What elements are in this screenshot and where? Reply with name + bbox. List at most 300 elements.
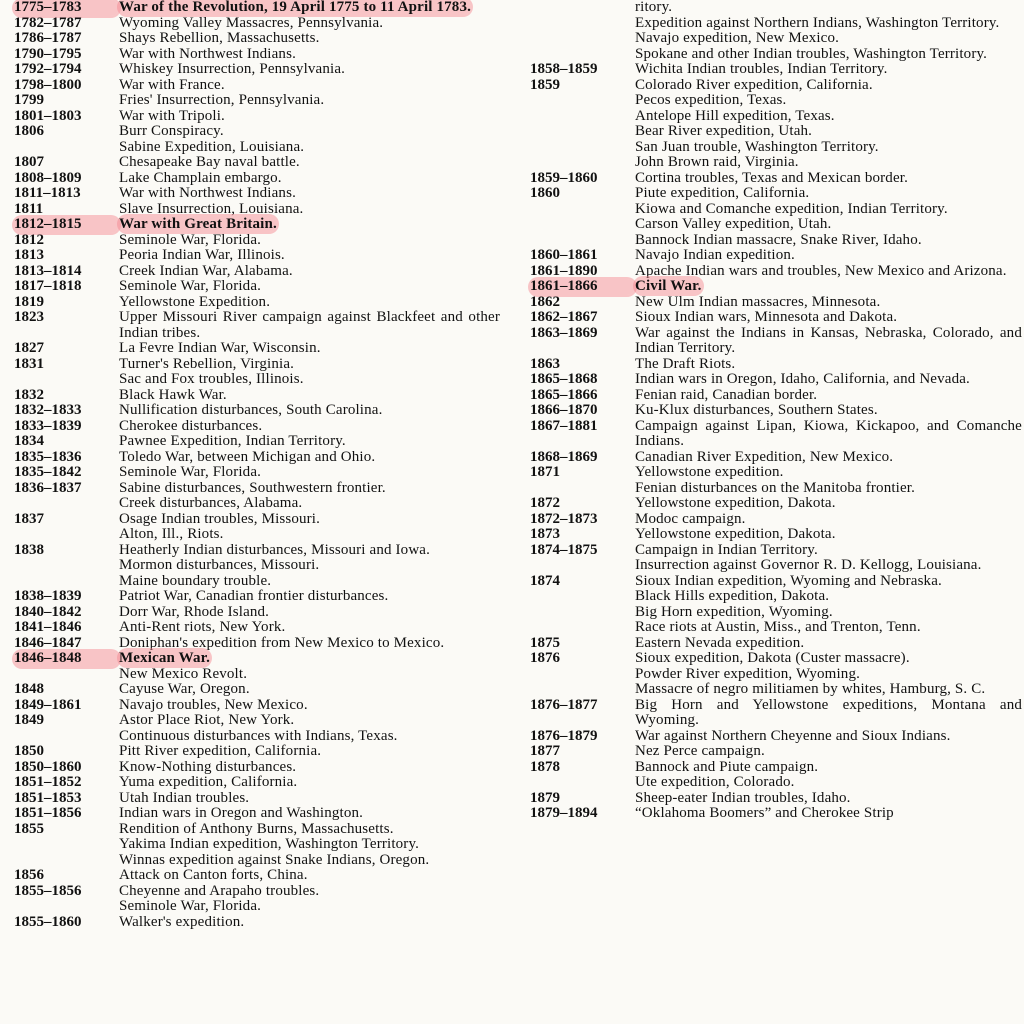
entry-date: 1849–1861 [14, 696, 82, 713]
entry-description: Big Horn expedition, Wyoming. [635, 603, 833, 620]
entry-description: Whiskey Insurrection, Pennsylvania. [119, 61, 346, 77]
entry-date: 1873 [530, 526, 560, 542]
entry-description: Maine boundary trouble. [119, 572, 272, 589]
entry-date: 1819 [14, 293, 44, 310]
entry-description: Seminole War, Florida. [119, 898, 262, 914]
entry-description [119, 651, 500, 667]
chronology-entry [530, 791, 1022, 807]
entry-description: Sioux expedition, Dakota (Custer massacre). [635, 650, 910, 666]
entry-date: 1790–1795 [14, 45, 82, 62]
entry-description: Bear River expedition, Utah. [635, 123, 813, 139]
chronology-entry [14, 450, 500, 466]
entry-description: Seminole War, Florida. [119, 231, 262, 248]
entry-description: Pawnee Expedition, Indian Territory. [119, 433, 346, 449]
entry-description: Burr Conspiracy. [119, 123, 224, 139]
entry-date: 1812–1815 [14, 217, 119, 233]
entry-description: The Draft Riots. [635, 355, 736, 372]
entry-date: 1798–1800 [14, 76, 82, 93]
entry-date [530, 558, 635, 574]
chronology-entry [530, 171, 1022, 187]
chronology-entry [530, 636, 1022, 652]
entry-description: Carson Valley expedition, Utah. [635, 216, 832, 232]
entry-description: Sabine Expedition, Louisiana. [119, 138, 305, 155]
entry-date: 1851–1852 [14, 774, 82, 790]
highlight-mark: Mexican War. [119, 650, 210, 666]
entry-date: 1841–1846 [14, 619, 82, 635]
entry-date: 1850–1860 [14, 758, 82, 775]
entry-date: 1831 [14, 355, 44, 372]
chronology-entry [14, 713, 500, 729]
entry-description [635, 279, 1022, 295]
entry-date [14, 899, 119, 915]
left-column [14, 0, 500, 930]
entry-description: Mormon disturbances, Missouri. [119, 557, 320, 573]
chronology-entry [14, 558, 500, 574]
entry-date: 1876–1877 [530, 696, 598, 713]
entry-description: Powder River expedition, Wyoming. [635, 665, 860, 682]
chronology-entry [530, 419, 1022, 450]
entry-date: 1811 [14, 200, 44, 217]
entry-date [530, 124, 635, 140]
entry-date: 1858–1859 [530, 61, 598, 77]
entry-date: 1850 [14, 743, 44, 759]
entry-description: Cayuse War, Oregon. [119, 681, 250, 697]
entry-description: War with Northwest Indians. [119, 185, 296, 201]
entry-description: Sac and Fox troubles, Illinois. [119, 371, 304, 387]
entry-date [530, 217, 635, 233]
entry-description: Sioux Indian expedition, Wyoming and Nebraska. [635, 572, 942, 589]
entry-date [530, 481, 635, 497]
chronology-entry [530, 388, 1022, 404]
entry-date: 1812 [14, 231, 44, 248]
entry-description: Pitt River expedition, California. [119, 743, 322, 759]
highlighted-entry [530, 279, 1022, 295]
chronology-entry [530, 543, 1022, 559]
chronology-entry [14, 822, 500, 838]
entry-description: Attack on Canton forts, China. [119, 867, 308, 883]
entry-date: 1863 [530, 355, 560, 372]
chronology-entry [14, 233, 500, 249]
chronology-entry [14, 279, 500, 295]
chronology-entry [530, 78, 1022, 94]
chronology-entry [14, 124, 500, 140]
entry-date: 1840–1842 [14, 603, 82, 620]
entry-description: Yellowstone expedition, Dakota. [635, 495, 836, 511]
entry-description: Yuma expedition, California. [119, 774, 298, 790]
chronology-entry [530, 605, 1022, 621]
entry-date [530, 682, 635, 698]
entry-date: 1832–1833 [14, 402, 82, 418]
entry-description: New Mexico Revolt. [119, 665, 248, 682]
entry-description: Pecos expedition, Texas. [635, 92, 787, 108]
entry-date: 1879–1894 [530, 805, 598, 821]
entry-description: Fries' Insurrection, Pennsylvania. [119, 92, 325, 108]
entry-date: 1833–1839 [14, 417, 82, 434]
entry-description: Chesapeake Bay naval battle. [119, 154, 300, 170]
entry-date: 1872–1873 [530, 510, 598, 527]
entry-date: 1861–1866 [530, 279, 635, 295]
chronology-entry [530, 760, 1022, 776]
entry-date [14, 558, 119, 574]
entry-description: Know-Nothing disturbances. [119, 758, 297, 775]
entry-date: 1856 [14, 867, 44, 883]
chronology-entry [530, 248, 1022, 264]
entry-description: Fenian disturbances on the Manitoba frontier. [635, 479, 916, 496]
entry-date: 1872 [530, 495, 560, 511]
entry-description [119, 0, 500, 16]
chronology-entry [14, 698, 500, 714]
entry-description: War against Northern Cheyenne and Sioux Indians. [635, 727, 951, 744]
entry-description: Cheyenne and Arapaho troubles. [119, 882, 320, 899]
chronology-entry [14, 388, 500, 404]
chronology-entry [530, 450, 1022, 466]
entry-description: Apache Indian wars and troubles, New Mexico and Arizona. [635, 262, 1007, 279]
chronology-entry [14, 419, 500, 435]
chronology-entry [14, 93, 500, 109]
chronology-entry [530, 16, 1022, 32]
chronology-entry [530, 481, 1022, 497]
chronology-entry [530, 124, 1022, 140]
entry-date: 1862–1867 [530, 309, 598, 325]
chronology-entry [14, 202, 500, 218]
entry-description: War with Northwest Indians. [119, 45, 296, 62]
entry-date: 1786–1787 [14, 30, 82, 46]
entry-description: Yellowstone expedition, Dakota. [635, 526, 836, 542]
chronology-entry [530, 310, 1022, 326]
chronology-entry [14, 496, 500, 512]
entry-description: Peoria Indian War, Illinois. [119, 247, 285, 263]
chronology-entry [14, 62, 500, 78]
chronology-entry [530, 651, 1022, 667]
entry-description: Fenian raid, Canadian border. [635, 386, 818, 403]
entry-date: 1801–1803 [14, 107, 82, 124]
chronology-entry [530, 31, 1022, 47]
entry-date: 1835–1836 [14, 448, 82, 465]
chronology-entry [530, 527, 1022, 543]
entry-date: 1878 [530, 758, 560, 775]
entry-description: Wyoming Valley Massacres, Pennsylvania. [119, 14, 384, 31]
entry-description: Alton, Ill., Riots. [119, 526, 224, 542]
chronology-entry [14, 884, 500, 900]
entry-date [530, 93, 635, 109]
entry-description: Indian wars in Oregon and Washington. [119, 805, 364, 821]
entry-date: 1846–1848 [14, 651, 119, 667]
entry-date: 1877 [530, 743, 560, 759]
entry-description: Seminole War, Florida. [119, 464, 262, 480]
entry-description: Campaign in Indian Territory. [635, 541, 818, 558]
entry-date: 1806 [14, 123, 44, 139]
highlight-mark: War with Great Britain. [119, 216, 277, 232]
chronology-entry [14, 31, 500, 47]
entry-date [530, 667, 635, 683]
entry-date [14, 853, 119, 869]
chronology-entry [14, 744, 500, 760]
entry-description: Wichita Indian troubles, Indian Territory. [635, 61, 888, 77]
entry-date [530, 605, 635, 621]
chronology-entry [530, 357, 1022, 373]
entry-description: Black Hills expedition, Dakota. [635, 588, 830, 604]
entry-date: 1799 [14, 92, 44, 108]
entry-date: 1860 [530, 185, 560, 201]
entry-date: 1861–1890 [530, 262, 598, 279]
entry-date: 1838–1839 [14, 588, 82, 604]
entry-description: Lake Champlain embargo. [119, 169, 282, 186]
chronology-entry [14, 155, 500, 171]
chronology-entry [530, 806, 1022, 822]
chronology-entry [530, 217, 1022, 233]
entry-description: Seminole War, Florida. [119, 278, 262, 294]
entry-description: War with France. [119, 76, 225, 93]
chronology-entry [530, 202, 1022, 218]
entry-date: 1862 [530, 293, 560, 310]
entry-description: Bannock Indian massacre, Snake River, Idaho. [635, 231, 922, 248]
entry-description: Doniphan's expedition from New Mexico to Mexico. [119, 634, 445, 651]
chronology-entry [14, 403, 500, 419]
entry-description: “Oklahoma Boomers” and Cherokee Strip [635, 805, 894, 821]
entry-date [14, 729, 119, 745]
entry-description: Shays Rebellion, Massachusetts. [119, 30, 320, 46]
entry-date: 1837 [14, 510, 44, 527]
entry-description: Patriot War, Canadian frontier disturbances. [119, 588, 389, 604]
entry-date: 1859 [530, 76, 560, 93]
entry-date: 1876 [530, 650, 560, 666]
highlighted-entry [14, 217, 500, 233]
entry-date [530, 775, 635, 791]
entry-description [119, 217, 500, 233]
entry-date: 1838 [14, 541, 44, 558]
chronology-entry [530, 574, 1022, 590]
chronology-entry [530, 62, 1022, 78]
chronology-entry [14, 605, 500, 621]
entry-date [14, 574, 119, 590]
entry-date: 1782–1787 [14, 14, 82, 31]
entry-date: 1851–1856 [14, 805, 82, 821]
chronology-entry [14, 667, 500, 683]
chronology-entry [14, 186, 500, 202]
entry-description: Antelope Hill expedition, Texas. [635, 107, 835, 124]
chronology-entry [14, 295, 500, 311]
entry-description: Race riots at Austin, Miss., and Trenton, Tenn. [635, 619, 921, 635]
entry-date: 1879 [530, 789, 560, 806]
entry-description: Big Horn and Yellowstone expeditions, Montana and Wyoming. [635, 696, 1022, 728]
chronology-entry [14, 481, 500, 497]
entry-description: Slave Insurrection, Louisiana. [119, 200, 304, 217]
chronology-entry [530, 109, 1022, 125]
chronology-entry [14, 853, 500, 869]
entry-description: Continuous disturbances with Indians, Texas. [119, 727, 398, 744]
entry-description: Rendition of Anthony Burns, Massachusetts. [119, 820, 394, 837]
entry-description: Expedition against Northern Indians, Washington Territory. [635, 14, 1000, 31]
chronology-entry [530, 465, 1022, 481]
chronology-entry [530, 620, 1022, 636]
entry-description: Creek Indian War, Alabama. [119, 262, 293, 279]
entry-date: 1863–1869 [530, 324, 598, 341]
entry-description: Bannock and Piute campaign. [635, 758, 819, 775]
entry-description: Navajo Indian expedition. [635, 247, 795, 263]
chronology-entry [14, 109, 500, 125]
chronology-entry [530, 496, 1022, 512]
entry-description: La Fevre Indian War, Wisconsin. [119, 340, 321, 356]
entry-date: 1808–1809 [14, 169, 82, 186]
entry-date: 1855 [14, 820, 44, 837]
entry-description: Navajo troubles, New Mexico. [119, 696, 308, 713]
entry-description: Astor Place Riot, New York. [119, 712, 295, 728]
entry-date [14, 140, 119, 156]
entry-description: Sheep-eater Indian troubles, Idaho. [635, 789, 851, 806]
chronology-entry [14, 341, 500, 357]
chronology-entry [530, 0, 1022, 16]
entry-date: 1866–1870 [530, 402, 598, 418]
entry-description: Heatherly Indian disturbances, Missouri and Iowa. [119, 541, 431, 558]
entry-date: 1868–1869 [530, 448, 598, 465]
chronology-entry [530, 264, 1022, 280]
chronology-entry [14, 868, 500, 884]
entry-date: 1807 [14, 154, 44, 170]
right-column [530, 0, 1022, 822]
chronology-entry [14, 574, 500, 590]
entry-description: Turner's Rebellion, Virginia. [119, 355, 295, 372]
chronology-entry [14, 620, 500, 636]
chronology-entry [14, 264, 500, 280]
entry-date [14, 527, 119, 543]
entry-date: 1871 [530, 464, 560, 480]
entry-description: Nullification disturbances, South Carolina. [119, 402, 383, 418]
chronology-entry [530, 155, 1022, 171]
chronology-entry [530, 372, 1022, 388]
entry-date [530, 202, 635, 218]
entry-description: Winnas expedition against Snake Indians, Oregon. [119, 851, 430, 868]
entry-description: War with Tripoli. [119, 107, 225, 124]
chronology-entry [530, 186, 1022, 202]
entry-date: 1848 [14, 681, 44, 697]
entry-date [14, 372, 119, 388]
highlight-mark: Civil War. [635, 278, 702, 294]
chronology-entry [530, 744, 1022, 760]
entry-date: 1823 [14, 309, 44, 325]
chronology-entry [530, 682, 1022, 698]
entry-description: Modoc campaign. [635, 510, 746, 527]
chronology-entry [14, 357, 500, 373]
entry-description: Spokane and other Indian troubles, Washington Territory. [635, 45, 988, 62]
entry-description: Osage Indian troubles, Missouri. [119, 510, 321, 527]
entry-date: 1874 [530, 572, 560, 589]
entry-date: 1827 [14, 340, 44, 356]
chronology-entry [14, 16, 500, 32]
entry-date: 1792–1794 [14, 61, 82, 77]
entry-description: ritory. [635, 0, 673, 15]
chronology-entry [14, 310, 500, 341]
entry-date: 1836–1837 [14, 479, 82, 496]
entry-description: Insurrection against Governor R. D. Kellogg, Louisiana. [635, 557, 982, 573]
chronology-entry [14, 248, 500, 264]
entry-description: Cherokee disturbances. [119, 417, 263, 434]
chronology-entry [14, 512, 500, 528]
chronology-entry [530, 775, 1022, 791]
entry-date: 1846–1847 [14, 634, 82, 651]
entry-date: 1851–1853 [14, 789, 82, 806]
entry-date [530, 140, 635, 156]
chronology-entry [14, 899, 500, 915]
chronology-entry [14, 636, 500, 652]
chronology-entry [14, 434, 500, 450]
entry-date: 1865–1866 [530, 386, 598, 403]
entry-description: Ute expedition, Colorado. [635, 774, 795, 790]
chronology-entry [14, 837, 500, 853]
entry-description: Dorr War, Rhode Island. [119, 603, 270, 620]
entry-description: John Brown raid, Virginia. [635, 154, 799, 170]
entry-date: 1834 [14, 433, 44, 449]
chronology-entry [530, 93, 1022, 109]
entry-description: Yellowstone expedition. [635, 464, 784, 480]
entry-description: Anti-Rent riots, New York. [119, 619, 286, 635]
chronology-entry [14, 775, 500, 791]
chronology-entry [14, 47, 500, 63]
entry-date [530, 233, 635, 249]
entry-date: 1855–1856 [14, 882, 82, 899]
chronology-entry [14, 729, 500, 745]
highlighted-entry [14, 651, 500, 667]
entry-description: San Juan trouble, Washington Territory. [635, 138, 879, 155]
entry-description: Piute expedition, California. [635, 185, 810, 201]
chronology-entry [14, 791, 500, 807]
entry-description: Yellowstone Expedition. [119, 293, 271, 310]
entry-description: Ku-Klux disturbances, Southern States. [635, 402, 878, 418]
chronology-entry [14, 589, 500, 605]
chronology-entry [530, 698, 1022, 729]
entry-description: Cortina troubles, Texas and Mexican border. [635, 169, 908, 186]
entry-description: Upper Missouri River campaign against Blackfeet and other Indian tribes. [119, 309, 500, 341]
entry-date: 1859–1860 [530, 169, 598, 186]
entry-date: 1867–1881 [530, 417, 598, 434]
entry-description: Sabine disturbances, Southwestern frontier. [119, 479, 386, 496]
entry-date: 1876–1879 [530, 727, 598, 744]
entry-date [530, 589, 635, 605]
entry-date [530, 155, 635, 171]
entry-date [530, 47, 635, 63]
chronology-entry [530, 326, 1022, 357]
entry-date: 1849 [14, 712, 44, 728]
entry-date [530, 31, 635, 47]
chronology-entry [530, 403, 1022, 419]
chronology-entry [530, 589, 1022, 605]
entry-date [530, 109, 635, 125]
entry-date: 1835–1842 [14, 464, 82, 480]
chronology-entry [14, 806, 500, 822]
chronology-entry [14, 682, 500, 698]
chronology-entry [530, 558, 1022, 574]
chronology-entry [14, 140, 500, 156]
chronology-entry [14, 372, 500, 388]
entry-description: Campaign against Lipan, Kiowa, Kickapoo, and Comanche Indians. [635, 417, 1022, 449]
chronology-entry [14, 543, 500, 559]
entry-description: Kiowa and Comanche expedition, Indian Territory. [635, 200, 948, 217]
entry-date [14, 837, 119, 853]
entry-date: 1860–1861 [530, 247, 598, 263]
entry-date: 1865–1868 [530, 371, 598, 387]
chronology-entry [530, 667, 1022, 683]
entry-description: Utah Indian troubles. [119, 789, 250, 806]
entry-description: Canadian River Expedition, New Mexico. [635, 448, 894, 465]
entry-description: Creek disturbances, Alabama. [119, 495, 303, 511]
chronology-entry [14, 465, 500, 481]
entry-date: 1874–1875 [530, 541, 598, 558]
chronology-entry [14, 915, 500, 931]
entry-date: 1875 [530, 634, 560, 651]
entry-description: Massacre of negro militiamen by whites, Hamburg, S. C. [635, 681, 986, 697]
entry-description: Black Hawk War. [119, 386, 227, 403]
chronology-entry [14, 78, 500, 94]
entry-date [14, 496, 119, 512]
